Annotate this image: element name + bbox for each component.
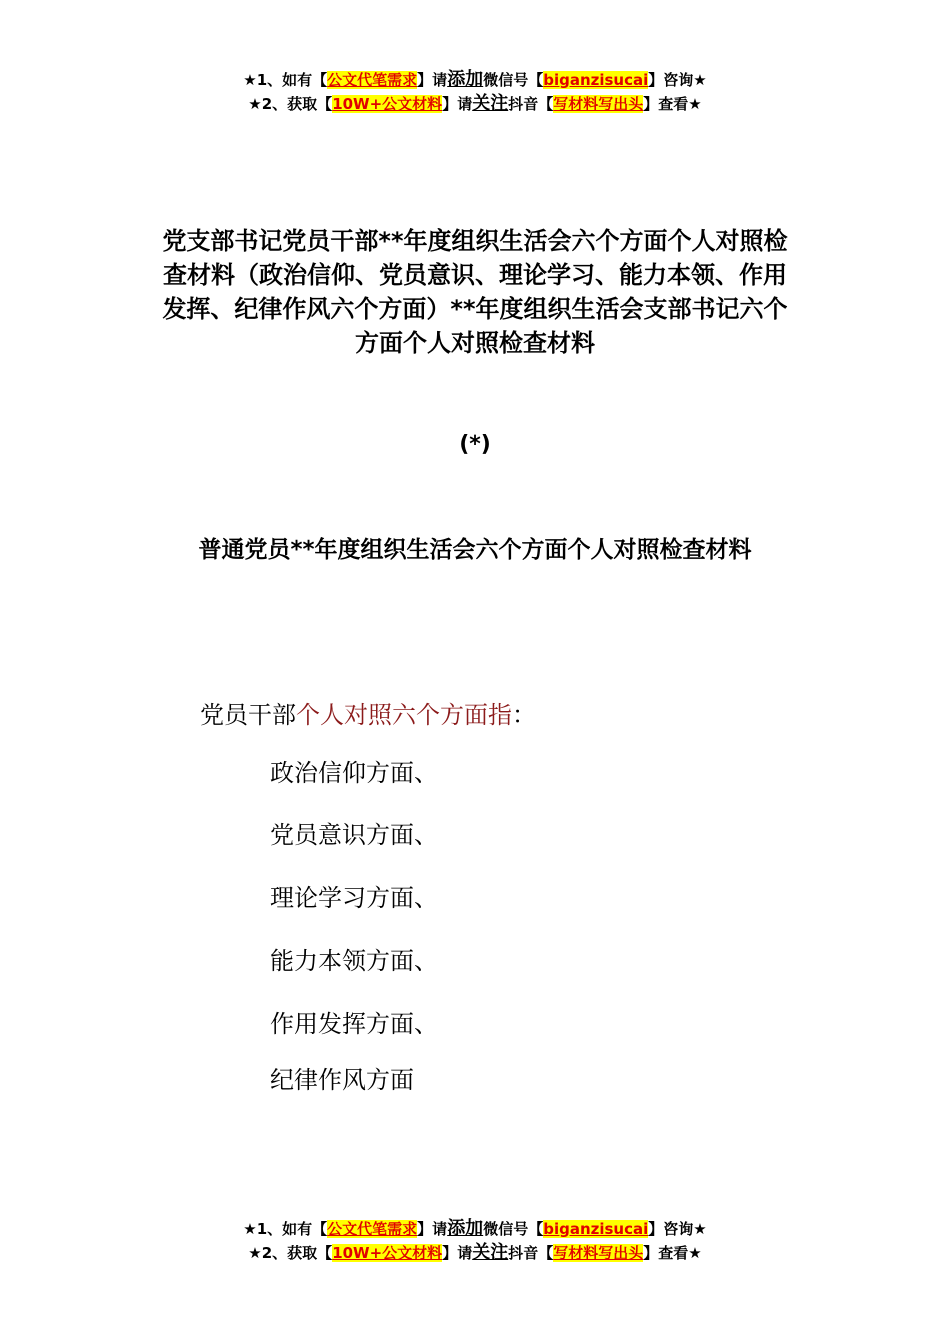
highlight-service: 公文代笔需求 bbox=[327, 1220, 418, 1238]
aspect-list bbox=[270, 756, 438, 1097]
top-notice bbox=[0, 68, 950, 116]
notice-line-1: ★1、如有【公文代笔需求】请添加微信号【biganzisucai】咨询★ bbox=[243, 69, 707, 90]
notice-line-2: ★2、获取【10W+公文材料】请关注抖音【写材料写出头】查看★ bbox=[248, 1242, 702, 1263]
list-item: 作用发挥方面、 bbox=[270, 1010, 438, 1038]
list-item: 政治信仰方面、 bbox=[270, 759, 438, 787]
highlight-service: 公文代笔需求 bbox=[327, 71, 418, 89]
notice-line-2: ★2、获取【10W+公文材料】请关注抖音【写材料写出头】查看★ bbox=[248, 93, 702, 114]
document-subtitle: 普通党员**年度组织生活会六个方面个人对照检查材料 bbox=[198, 537, 752, 563]
intro-line: 党员干部个人对照六个方面指： bbox=[200, 701, 536, 729]
notice-line-1: ★1、如有【公文代笔需求】请添加微信号【biganzisucai】咨询★ bbox=[243, 1218, 707, 1239]
list-item: 理论学习方面、 bbox=[270, 884, 438, 912]
highlight-douyin: 写材料写出头 bbox=[553, 95, 644, 113]
highlight-materials: 10W+公文材料 bbox=[332, 1244, 443, 1262]
highlight-douyin: 写材料写出头 bbox=[553, 1244, 644, 1262]
list-item: 党员意识方面、 bbox=[270, 821, 438, 849]
highlight-wechat-id: biganzisucai bbox=[543, 1220, 649, 1238]
section-marker: (*) bbox=[459, 432, 491, 457]
document-title: 党支部书记党员干部**年度组织生活会六个方面个人对照检 查材料（政治信仰、党员意识、理论学习、能力本领、作用 发挥、纪律作风六个方面）**年度组织生活会支部书记六个 方面个人对照检查材料 bbox=[162, 227, 788, 357]
highlight-wechat-id: biganzisucai bbox=[543, 71, 649, 89]
list-item: 纪律作风方面 bbox=[270, 1066, 414, 1094]
list-item: 能力本领方面、 bbox=[270, 947, 438, 975]
bottom-notice bbox=[0, 1217, 950, 1265]
highlight-materials: 10W+公文材料 bbox=[332, 95, 443, 113]
